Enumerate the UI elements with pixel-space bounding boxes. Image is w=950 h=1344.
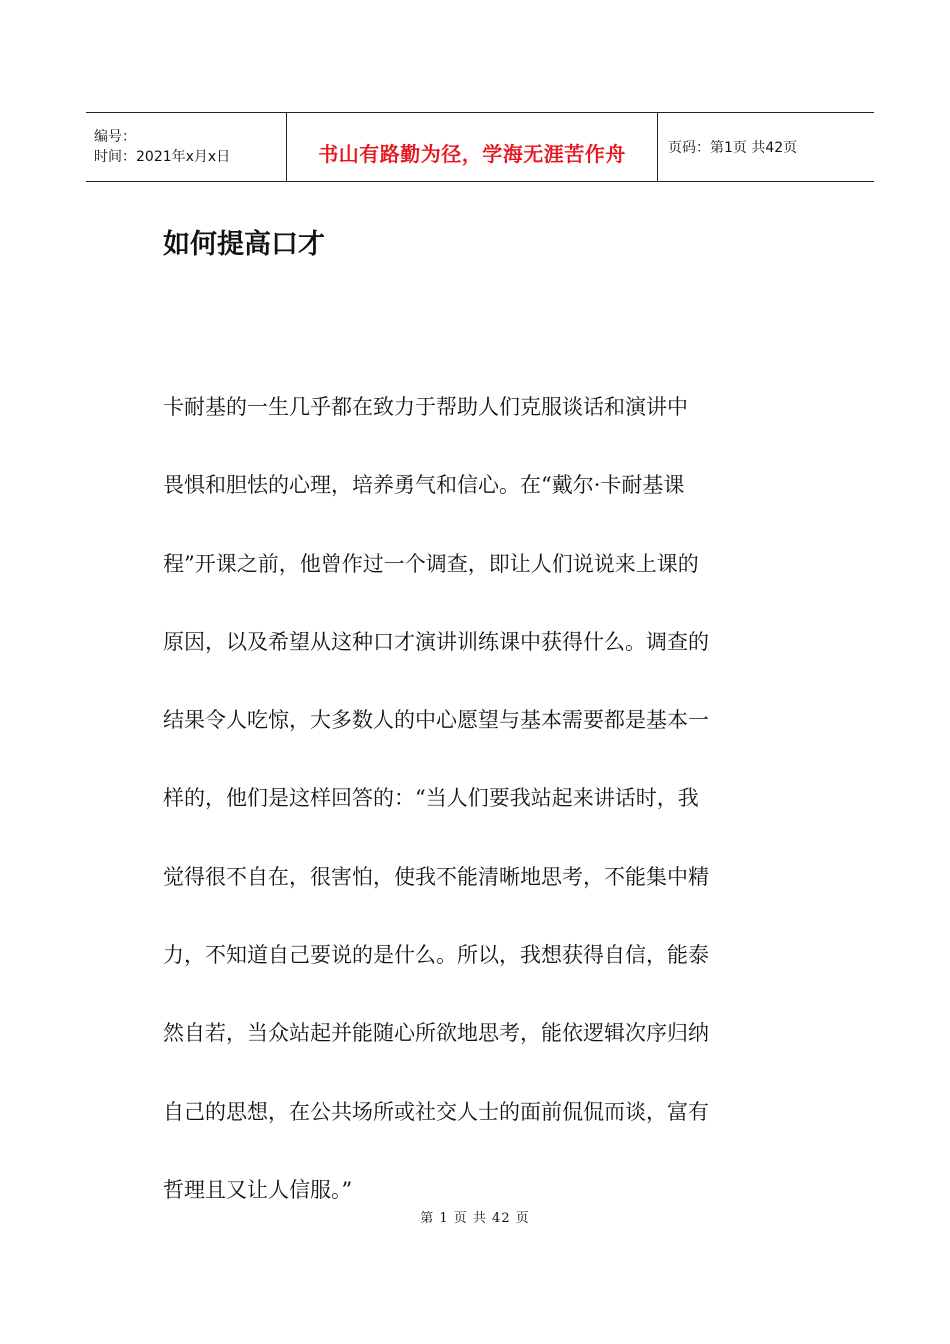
page-info: 页码：第1页 共42页 [668,140,798,156]
body-line: 样的，他们是这样回答的：“当人们要我站起来讲话时，我 [163,786,699,811]
body-paragraph [163,368,787,1229]
body-line: 程”开课之前，他曾作过一个调查，即让人们说说来上课的 [163,551,699,576]
header-table [86,112,874,182]
body-line: 原因，以及希望从这种口才演讲训练课中获得什么。调查的 [163,629,709,654]
body-line: 力，不知道自己要说的是什么。所以，我想获得自信，能泰 [163,943,709,968]
body-line: 觉得很不自在，很害怕，使我不能清晰地思考，不能集中精 [163,864,709,889]
header-left-cell [86,113,286,181]
time-label: 时间：2021年x月x日 [94,149,231,165]
body-line: 卡耐基的一生几乎都在致力于帮助人们克服谈话和演讲中 [163,395,688,419]
body-line: 畏惧和胆怯的心理，培养勇气和信心。在“戴尔·卡耐基课 [163,473,685,498]
header-mid-cell [286,113,658,181]
body-line: 然自若，当众站起并能随心所欲地思考，能依逻辑次序归纳 [163,1021,709,1046]
page-footer: 第 1 页 共 42 页 [420,1211,530,1226]
body-line: 自己的思想，在公共场所或社交人士的面前侃侃而谈，富有 [163,1099,709,1124]
number-label: 编号： [94,129,136,145]
body-line: 结果令人吃惊，大多数人的中心愿望与基本需要都是基本一 [163,708,709,733]
document-title: 如何提高口才 [163,229,325,260]
body-line: 哲理且又让人信服。” [163,1177,353,1202]
header-right-cell [658,113,874,181]
motto: 书山有路勤为径，学海无涯苦作舟 [318,141,626,166]
